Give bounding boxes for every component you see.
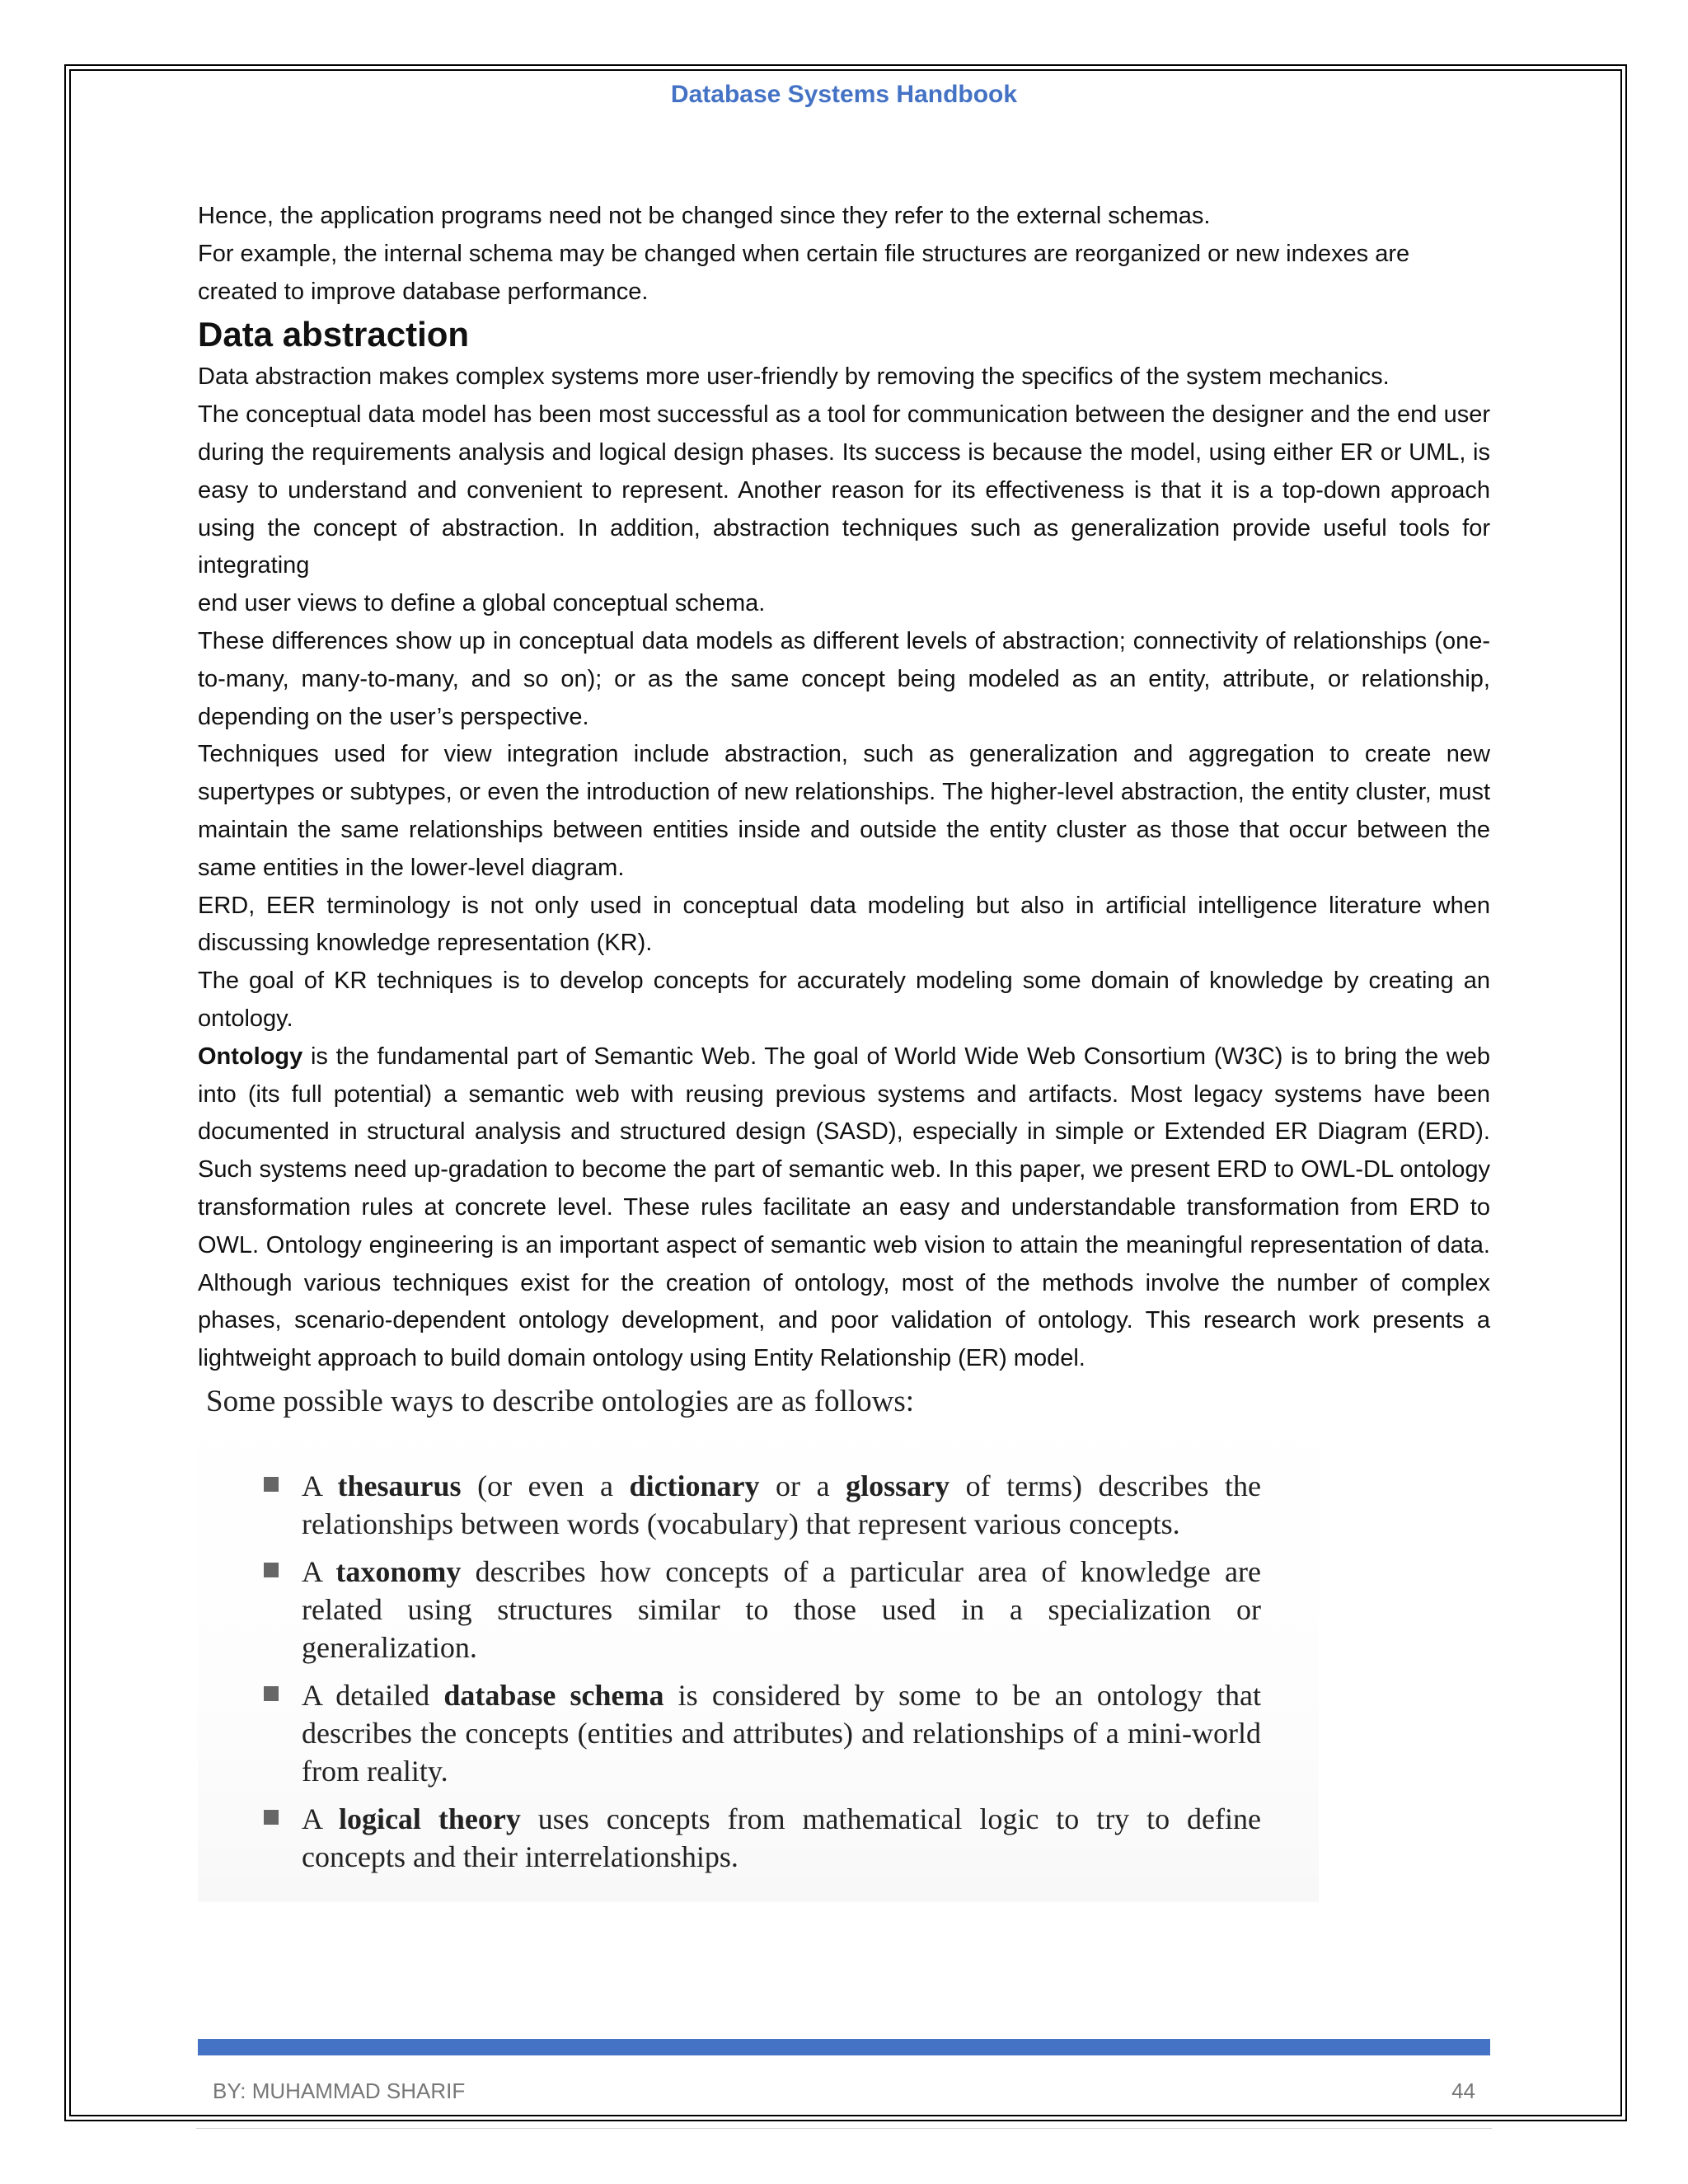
ontology-list [264, 1467, 1261, 1886]
paragraph: Techniques used for view integration include abstraction, such as generalization and aggregation to create new supertypes or subtypes, or even the introduction of new relationships. The higher-level abstraction, the entity cluster, must maintain the same relationships between entities inside and outside the entity cluster as those that occur between the same entities in the lower-level diagram. [198, 741, 1490, 881]
square-bullet-icon [264, 1686, 279, 1701]
scanned-excerpt [198, 1375, 1319, 1902]
square-bullet-icon [264, 1810, 279, 1825]
square-bullet-icon [264, 1477, 279, 1492]
scan-intro: Some possible ways to describe ontologies are as follows: [206, 1385, 915, 1418]
bottom-rule [196, 2128, 1492, 2129]
paragraph: end user views to define a global conceptual schema. [198, 590, 766, 617]
main-content [198, 198, 1490, 1378]
paragraph: The conceptual data model has been most successful as a tool for communication between the designer and the end user during the requirements analysis and logical design phases. Its success is because the model, using either ER or UML, is easy to understand and convenient to represent. Another reason for its effectiveness is that it is a top-down approach using the concept of abstraction. In addition, abstraction techniques such as generalization provide useful tools for integrating [198, 401, 1490, 579]
paragraph: For example, the internal schema may be changed when certain file structures are reorganized or new indexes are created to improve database performance. [198, 240, 1410, 305]
ontology-term: Ontology [198, 1043, 303, 1070]
ontology-text: is the fundamental part of Semantic Web. The goal of World Wide Web Consortium (W3C) is to bring the web into (its full potential) a semantic web with reusing previous systems and artifacts. Most legacy systems have been documented in structural analysis and structured design (SASD), especially in simple or Extended ER Diagram (ERD). Such systems need up-gradation to become the part of semantic web. In this paper, we present ERD to OWL-DL ontology transformation rules at concrete level. These rules facilitate an easy and understandable transformation from ERD to OWL. Ontology engineering is an important aspect of semantic web vision to attain the meaningful representation of data. Although various techniques exist for the creation of ontology, most of the methods involve the number of complex phases, scenario-dependent ontology development, and poor validation of ontology. This research work presents a lightweight approach to build domain ontology using Entity Relationship (ER) model. [198, 1043, 1490, 1372]
square-bullet-icon [264, 1563, 279, 1577]
list-item: A logical theory uses concepts from mathematical logic to try to define concepts and their interrelationships. [264, 1800, 1261, 1876]
header-title: Database Systems Handbook [670, 81, 1018, 108]
page-number: 44 [1451, 2079, 1475, 2103]
paragraph: Hence, the application programs need not be changed since they refer to the external schemas. [198, 203, 1211, 229]
paragraph: ERD, EER terminology is not only used in conceptual data modeling but also in artificial intelligence literature when discussing knowledge representation (KR). [198, 892, 1490, 957]
list-item: A detailed database schema is considered by some to be an ontology that describes the concepts (entities and attributes) and relationships of a mini-world from reality. [264, 1676, 1261, 1790]
list-item: A thesaurus (or even a dictionary or a glossary of terms) describes the relationships between words (vocabulary) that represent various concepts. [264, 1467, 1261, 1543]
paragraph: Data abstraction makes complex systems more user-friendly by removing the specifics of the system mechanics. [198, 363, 1390, 391]
paragraph: The goal of KR techniques is to develop concepts for accurately modeling some domain of knowledge by creating an ontology. [198, 968, 1490, 1032]
footer-bar [198, 2039, 1490, 2055]
section-heading: Data abstraction [198, 315, 470, 354]
paragraph: These differences show up in conceptual data models as different levels of abstraction; connectivity of relationships (one-to-many, many-to-many, and so on); or as the same concept being modeled as an entity, attribute, or relationship, depending on the user’s perspective. [198, 627, 1490, 730]
paragraph-ontology [198, 1038, 1490, 1378]
footer-author: BY: MUHAMMAD SHARIF [213, 2079, 466, 2103]
list-item: A taxonomy describes how concepts of a particular area of knowledge are related using structures similar to those used in a specialization or generalization. [264, 1553, 1261, 1666]
